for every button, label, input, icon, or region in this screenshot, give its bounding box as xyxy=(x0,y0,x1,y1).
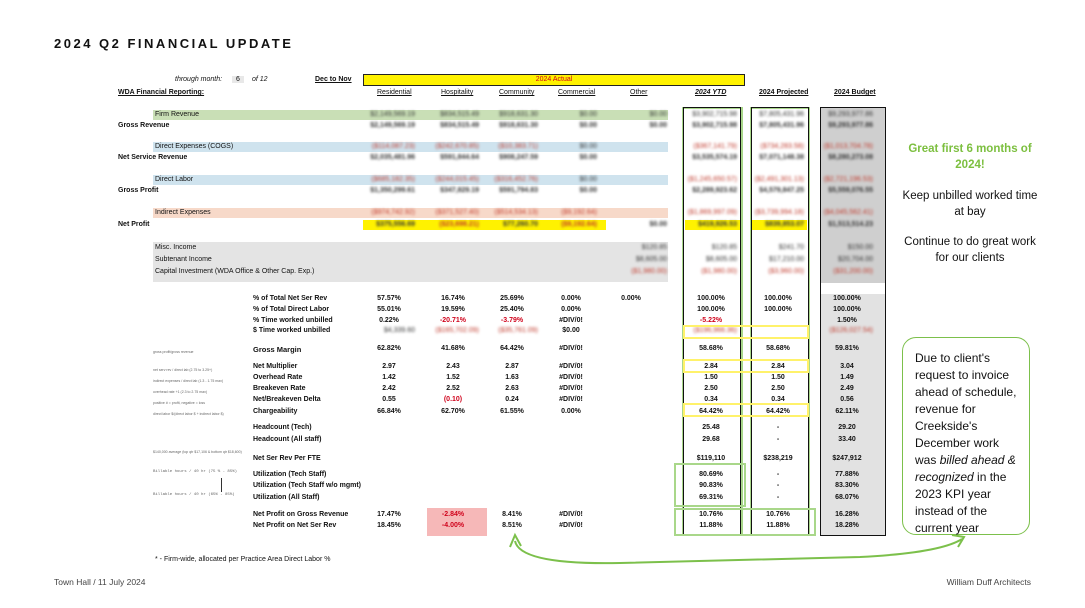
col-hospitality: Hospitality xyxy=(441,89,474,96)
blurred-value: $908,247.59 xyxy=(499,154,538,161)
actual-banner: 2024 Actual xyxy=(363,74,745,86)
callout-headline: Great first 6 months of 2024! xyxy=(908,143,1032,171)
blurred-value: ($126,027.54) xyxy=(829,327,873,334)
row-net-service-revenue: Net Service Revenue xyxy=(118,154,188,161)
kpi-value: 8.51% xyxy=(502,522,522,529)
kpi-label: Headcount (All staff) xyxy=(253,436,322,443)
blurred-value: $120.85 xyxy=(641,244,667,251)
kpi-value: $247,912 xyxy=(832,455,862,462)
blurred-value: $20,704.00 xyxy=(837,256,873,263)
kpi-value: 25.69% xyxy=(500,295,524,302)
kpi-label: Utilization (Tech Staff) xyxy=(253,471,327,478)
blurred-value: ($23,698.21) xyxy=(439,221,479,228)
kpi-label: $ Time worked unbilled xyxy=(253,327,331,334)
blurred-value: $918,631.30 xyxy=(499,111,538,118)
kpi-value: $0.00 xyxy=(562,327,580,334)
kpi-value: 41.68% xyxy=(441,345,465,352)
row-firm-revenue: Firm Revenue xyxy=(155,111,199,118)
kpi-value: -4.00% xyxy=(441,522,465,529)
kpi-value: 2.97 xyxy=(382,363,396,370)
callout-line3: Continue to do great work for our clients xyxy=(904,236,1036,264)
blurred-value: $419,926.53 xyxy=(698,221,737,228)
blurred-value: $4,579,847.25 xyxy=(759,187,804,194)
kpi-value: 2.84 xyxy=(771,363,785,370)
kpi-value: 10.76% xyxy=(766,511,790,518)
blurred-value: ($1,869,997.09) xyxy=(687,209,737,216)
kpi-value: 1.50 xyxy=(704,374,718,381)
kpi-value: 68.07% xyxy=(835,494,859,501)
kpi-value: 1.50% xyxy=(837,317,857,324)
kpi-value: 25.48 xyxy=(702,424,720,431)
blurred-value: ($1,980.00) xyxy=(701,268,737,275)
kpi-value: 2.84 xyxy=(704,363,718,370)
kpi-value: 2.42 xyxy=(382,385,396,392)
kpi-value: -20.71% xyxy=(439,317,467,324)
kpi-value: 61.55% xyxy=(500,408,524,415)
kpi-value: - xyxy=(776,424,780,431)
kpi-value: $238,219 xyxy=(763,455,793,462)
kpi-value: (0.10) xyxy=(443,396,463,403)
kpi-value: 0.00% xyxy=(561,408,581,415)
kpi-value: #DIV/0! xyxy=(559,374,583,381)
note-oh: indirect expenses / direct lab (1.3 - 1.75 max) xyxy=(153,379,224,383)
kpi-value: 100.00% xyxy=(833,306,861,313)
kpi-value: 16.74% xyxy=(441,295,465,302)
blurred-value: $9,293,977.86 xyxy=(828,122,873,129)
kpi-value: - xyxy=(776,471,780,478)
kpi-value: 2.52 xyxy=(446,385,460,392)
kpi-value: #DIV/0! xyxy=(559,385,583,392)
row-indirect: Indirect Expenses xyxy=(155,209,211,216)
kpi-value: 64.42% xyxy=(500,345,524,352)
row-misc-income: Misc. Income xyxy=(155,244,197,251)
blurred-value: $0.00 xyxy=(649,221,667,228)
blurred-value: $834,515.49 xyxy=(440,111,479,118)
note-ch: direct labor $/(direct labor $ + indirect labor $) xyxy=(153,412,224,416)
period-label: Dec to Nov xyxy=(315,76,352,83)
kpi-label: Net Multiplier xyxy=(253,363,298,370)
kpi-value: 25.40% xyxy=(500,306,524,313)
kpi-value: 64.42% xyxy=(766,408,790,415)
kpi-label: Net Profit on Net Ser Rev xyxy=(253,522,337,529)
row-direct-labor: Direct Labor xyxy=(155,176,194,183)
col-budget: 2024 Budget xyxy=(834,89,876,96)
blurred-value: $0.00 xyxy=(579,122,597,129)
row-gross-revenue: Gross Revenue xyxy=(118,122,170,129)
kpi-value: 0.34 xyxy=(771,396,785,403)
kpi-value: #DIV/0! xyxy=(559,345,583,352)
blurred-value: $0.00 xyxy=(579,187,597,194)
kpi-value: 8.41% xyxy=(502,511,522,518)
note-bubble xyxy=(902,337,1030,535)
kpi-label: Utilization (Tech Staff w/o mgmt) xyxy=(253,482,361,489)
col-other: Other xyxy=(630,89,648,96)
kpi-label: Breakeven Rate xyxy=(253,385,306,392)
kpi-value: 1.52 xyxy=(446,374,460,381)
blurred-value: $1,350,299.61 xyxy=(370,187,415,194)
blurred-value: $9,293,977.86 xyxy=(828,111,873,118)
blurred-value: $0.00 xyxy=(649,122,667,129)
blurred-value: $7,071,148.38 xyxy=(759,154,804,161)
blurred-value: ($31,200.00) xyxy=(833,268,873,275)
blurred-value: ($371,527.40) xyxy=(435,209,479,216)
kpi-value: - xyxy=(776,436,780,443)
kpi-value: 29.20 xyxy=(838,424,856,431)
blurred-value: $3,902,715.98 xyxy=(692,111,737,118)
blurred-value: $77,260.70 xyxy=(502,221,538,228)
row-capital: Capital Investment (WDA Office & Other Cap. Exp.) xyxy=(155,268,315,275)
blurred-value: $7,805,431.96 xyxy=(759,111,804,118)
note-fte: $140,000 average (top qtr $17,106 & bottom qtr $18,600) xyxy=(153,450,242,454)
kpi-value: 69.31% xyxy=(699,494,723,501)
blurred-value: $8,280,273.08 xyxy=(828,154,873,161)
kpi-value: 0.00% xyxy=(621,295,641,302)
blurred-value: $591,794.83 xyxy=(499,187,538,194)
note-util1: Billable hours / 40 hr (75 % - 85%) xyxy=(153,470,238,474)
kpi-value: 58.68% xyxy=(699,345,723,352)
kpi-value: 1.49 xyxy=(840,374,854,381)
kpi-value: 11.88% xyxy=(699,522,723,529)
blurred-value: $5,559,076.55 xyxy=(828,187,873,194)
blurred-value: ($35,761.09) xyxy=(498,327,538,334)
blurred-value: $150.00 xyxy=(847,244,873,251)
kpi-value: $119,110 xyxy=(696,455,726,462)
blurred-value: ($4,045,562.41) xyxy=(823,209,873,216)
kpi-value: 55.01% xyxy=(377,306,401,313)
blurred-value: $8,605.00 xyxy=(705,256,737,263)
blurred-value: ($316,452.76) xyxy=(494,176,538,183)
kpi-value: 0.34 xyxy=(704,396,718,403)
reporting-label: WDA Financial Reporting: xyxy=(118,89,205,96)
footer-right: William Duff Architects xyxy=(946,577,1031,587)
kpi-value: 11.88% xyxy=(766,522,790,529)
kpi-label: Gross Margin xyxy=(253,345,302,354)
blurred-value: $17,210.00 xyxy=(768,256,804,263)
blurred-value: $0.00 xyxy=(649,111,667,118)
kpi-value: 66.84% xyxy=(377,408,401,415)
row-gross-profit: Gross Profit xyxy=(118,187,159,194)
kpi-value: #DIV/0! xyxy=(559,511,583,518)
note-nbd: positive # = profit, negative = loss xyxy=(153,401,205,405)
kpi-value: 10.76% xyxy=(699,511,723,518)
kpi-value: 0.22% xyxy=(379,317,399,324)
note-gm: gross profit/gross revenue xyxy=(153,350,194,354)
kpi-value: 18.45% xyxy=(377,522,401,529)
kpi-value: 1.63 xyxy=(505,374,519,381)
blurred-value: $834,515.49 xyxy=(440,122,479,129)
kpi-value: 16.28% xyxy=(835,511,859,518)
kpi-value: 0.00% xyxy=(561,295,581,302)
col-community: Community xyxy=(499,89,535,96)
kpi-label: Chargeability xyxy=(253,408,298,415)
footnote: * - Firm-wide, allocated per Practice Area Direct Labor % xyxy=(155,556,331,563)
kpi-value: 100.00% xyxy=(697,306,725,313)
curved-arrow xyxy=(500,525,980,570)
kpi-value: 1.42 xyxy=(382,374,396,381)
kpi-value: #DIV/0! xyxy=(559,396,583,403)
blurred-value: $0.00 xyxy=(579,176,597,183)
blurred-value: $2,149,569.19 xyxy=(370,111,415,118)
bubble-text-post: in the 2023 KPI year instead of the current year xyxy=(915,470,1007,535)
kpi-value: 64.42% xyxy=(699,408,723,415)
blurred-value: $0.00 xyxy=(579,111,597,118)
through-month-label: through month: xyxy=(175,76,223,83)
bubble-text-pre: Due to client's request to invoice ahead of schedule, revenue for Creekside's December work was xyxy=(915,351,1017,467)
blurred-value: ($2,721,196.53) xyxy=(823,176,873,183)
kpi-value: 62.11% xyxy=(835,408,859,415)
kpi-value: 62.82% xyxy=(377,345,401,352)
kpi-value: 0.00% xyxy=(561,306,581,313)
blurred-value: $1,513,514.23 xyxy=(828,221,873,228)
blurred-value: $2,149,569.19 xyxy=(370,122,415,129)
kpi-value: 77.88% xyxy=(835,471,859,478)
note-be: overhead rate +1 (2.3 to 2.75 max) xyxy=(153,390,207,394)
kpi-value: 3.04 xyxy=(840,363,854,370)
blurred-value: ($3,739,994.18) xyxy=(754,209,804,216)
blurred-value: $347,829.19 xyxy=(440,187,479,194)
col-residential: Residential xyxy=(377,89,412,96)
blurred-value: ($165,702.09) xyxy=(435,327,479,334)
kpi-value: 2.50 xyxy=(704,385,718,392)
blurred-value: ($1,013,704.78) xyxy=(823,143,873,150)
kpi-value: 100.00% xyxy=(833,295,861,302)
bubble-text-em: billed ahead & recognized xyxy=(915,453,1016,484)
financial-spreadsheet xyxy=(115,74,890,563)
kpi-label: % of Total Direct Labor xyxy=(253,306,330,313)
kpi-value: -2.84% xyxy=(441,511,465,518)
blurred-value: $0.00 xyxy=(579,143,597,150)
blurred-value: ($244,015.45) xyxy=(435,176,479,183)
kpi-value: 100.00% xyxy=(764,295,792,302)
kpi-label: Utilization (All Staff) xyxy=(253,494,320,501)
blurred-value: $120.85 xyxy=(711,244,737,251)
callout-line2: Keep unbilled worked time at bay xyxy=(902,190,1038,218)
kpi-label: Headcount (Tech) xyxy=(253,424,312,431)
month-value: 6 xyxy=(232,76,244,83)
blurred-value: ($114,087.23) xyxy=(371,143,415,150)
blurred-value: ($10,383.71) xyxy=(498,143,538,150)
kpi-value: 2.50 xyxy=(771,385,785,392)
blurred-value: ($2,491,301.13) xyxy=(754,176,804,183)
kpi-value: 19.59% xyxy=(441,306,465,313)
blurred-value: ($367,141.79) xyxy=(693,143,737,150)
col-projected: 2024 Projected xyxy=(759,89,809,96)
blurred-value: ($1,980.00) xyxy=(631,268,667,275)
blurred-value: $2,289,923.62 xyxy=(692,187,737,194)
kpi-value: 2.63 xyxy=(505,385,519,392)
kpi-label: Net Ser Rev Per FTE xyxy=(253,455,321,462)
kpi-value: 80.69% xyxy=(699,471,723,478)
col-commercial: Commercial xyxy=(558,89,596,96)
kpi-value: 29.68 xyxy=(702,436,720,443)
blurred-value: $839,853.07 xyxy=(765,221,804,228)
kpi-value: 59.81% xyxy=(835,345,859,352)
blurred-value: $0.00 xyxy=(579,154,597,161)
kpi-label: Net Profit on Gross Revenue xyxy=(253,511,349,518)
kpi-value: 2.49 xyxy=(840,385,854,392)
kpi-value: 0.56 xyxy=(840,396,854,403)
blurred-value: ($734,283.58) xyxy=(760,143,804,150)
kpi-value: 2.87 xyxy=(505,363,519,370)
kpi-label: % Time worked unbilled xyxy=(253,317,333,324)
kpi-value: 100.00% xyxy=(697,295,725,302)
blurred-value: $7,805,431.96 xyxy=(759,122,804,129)
kpi-value: #DIV/0! xyxy=(559,522,583,529)
row-net-profit: Net Profit xyxy=(118,221,150,228)
blurred-value: $3,902,715.98 xyxy=(692,122,737,129)
kpi-value: 100.00% xyxy=(764,306,792,313)
note-util2: Billable hours / 40 hr (65% - 85%) xyxy=(153,493,235,497)
kpi-value: 0.24 xyxy=(505,396,519,403)
blurred-value: $8,605.00 xyxy=(635,256,667,263)
kpi-value: 62.70% xyxy=(441,408,465,415)
kpi-value: 0.55 xyxy=(382,396,396,403)
kpi-value: 58.68% xyxy=(766,345,790,352)
kpi-label: % of Total Net Ser Rev xyxy=(253,295,328,302)
kpi-value: 1.50 xyxy=(771,374,785,381)
blurred-value: ($974,742.92) xyxy=(371,209,415,216)
kpi-label: Overhead Rate xyxy=(253,374,303,381)
blurred-value: ($514,534.13) xyxy=(494,209,538,216)
blurred-value: ($9,192.64) xyxy=(561,221,597,228)
kpi-value: 57.57% xyxy=(377,295,401,302)
kpi-value: -3.79% xyxy=(500,317,524,324)
row-cogs: Direct Expenses (COGS) xyxy=(155,143,234,150)
kpi-value: 83.30% xyxy=(835,482,859,489)
blurred-value: $375,556.69 xyxy=(376,221,415,228)
blurred-value: ($1,245,650.57) xyxy=(687,176,737,183)
kpi-value: - xyxy=(776,494,780,501)
kpi-label: Net/Breakeven Delta xyxy=(253,396,321,403)
blurred-value: $241.70 xyxy=(778,244,804,251)
kpi-value: -5.22% xyxy=(699,317,723,324)
blurred-value: ($685,182.35) xyxy=(371,176,415,183)
blurred-value: ($3,960.00) xyxy=(768,268,804,275)
kpi-value: 2.43 xyxy=(446,363,460,370)
blurred-value: ($242,670.85) xyxy=(435,143,479,150)
kpi-value: 90.83% xyxy=(699,482,723,489)
footer-left: Town Hall / 11 July 2024 xyxy=(54,577,146,587)
kpi-value: 33.40 xyxy=(838,436,856,443)
slide-title: 2024 Q2 FINANCIAL UPDATE xyxy=(54,36,294,51)
blurred-value: ($196,966.36) xyxy=(693,327,737,334)
blurred-value: $3,535,574.19 xyxy=(692,154,737,161)
note-nm: net serv rev / direct lab (2.75 to 3.25+) xyxy=(153,368,213,372)
kpi-value: #DIV/0! xyxy=(559,317,583,324)
blurred-value: $591,844.64 xyxy=(440,154,479,161)
kpi-value: 17.47% xyxy=(377,511,401,518)
blurred-value: ($9,192.64) xyxy=(561,209,597,216)
row-subtenant: Subtenant Income xyxy=(155,256,212,263)
kpi-value: 18.28% xyxy=(835,522,859,529)
blurred-value: $4,339.60 xyxy=(383,327,415,334)
blurred-value: $2,035,481.96 xyxy=(370,154,415,161)
kpi-value: #DIV/0! xyxy=(559,363,583,370)
of-label: of 12 xyxy=(252,76,268,83)
blurred-value: $918,631.30 xyxy=(499,122,538,129)
col-ytd: 2024 YTD xyxy=(695,89,727,96)
kpi-value: - xyxy=(776,482,780,489)
